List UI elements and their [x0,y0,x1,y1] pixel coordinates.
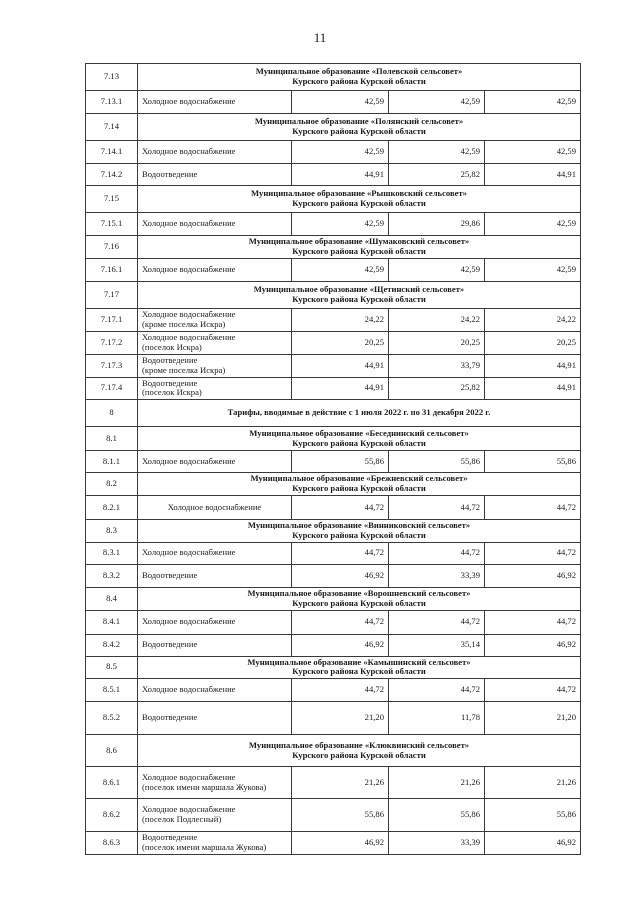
service-name [138,164,292,186]
text-line: Холодное водоснабжение [142,455,236,466]
municipality-header-row [86,520,581,543]
row-number: 8.4.1 [86,610,138,634]
row-number: 8.5.1 [86,679,138,702]
tariff-value-2: 55,86 [389,451,485,473]
municipality-header-row [86,64,581,91]
row-number: 8.6.3 [86,832,138,855]
municipality-title [138,64,581,91]
tariff-value-2: 33,39 [389,832,485,855]
tariff-value-2: 24,22 [389,308,485,331]
service-name [138,331,292,354]
tariff-value-2: 44,72 [389,610,485,634]
service-name [138,308,292,331]
municipality-header-row [86,281,581,308]
tariff-value-1: 55,86 [292,799,389,832]
text-line: Курского района Курской области [292,529,426,540]
tariff-value-2: 33,79 [389,354,485,377]
tariff-value-3: 46,92 [485,634,581,656]
tariff-value-2: 55,86 [389,799,485,832]
tariff-value-3: 46,92 [485,564,581,587]
service-name [138,610,292,634]
tariff-value-3: 44,72 [485,542,581,564]
text-line: Холодное водоснабжение [142,771,236,782]
municipality-header-row [86,587,581,610]
text-line: (поселок Подлесный) [142,814,222,825]
row-number: 7.14 [86,114,138,141]
text-line: Холодное водоснабжение [142,96,236,107]
tariff-value-3: 42,59 [485,258,581,281]
tariff-value-1: 46,92 [292,832,389,855]
service-name [138,767,292,799]
text-line: Водоотведение [142,569,198,580]
row-number: 8.1.1 [86,451,138,473]
text-line: Курского района Курской области [292,437,426,448]
row-number: 7.14.2 [86,164,138,186]
row-number: 8.6.1 [86,767,138,799]
service-name [138,141,292,164]
service-name [138,799,292,832]
table-row [86,496,581,520]
table-row [86,634,581,656]
row-number: 8.2 [86,473,138,496]
tariff-value-3: 21,26 [485,767,581,799]
text-line: Курского района Курской области [292,198,426,208]
text-line: Муниципальное образование «Полянский сельсовет» [254,116,464,127]
text-line: Водоотведение [142,377,198,388]
table-row [86,141,581,164]
tariff-value-2: 44,72 [389,542,485,564]
text-line: (поселок Искра) [142,387,202,398]
municipality-header-row [86,656,581,679]
row-number: 8.5.2 [86,702,138,735]
tariff-value-1: 42,59 [292,213,389,236]
text-line: Курского района Курской области [292,749,426,760]
row-number: 8.6.2 [86,799,138,832]
municipality-header-row [86,236,581,259]
table-row [86,377,581,400]
tariff-value-2: 29,86 [389,213,485,236]
tariff-value-1: 46,92 [292,564,389,587]
table-row [86,258,581,281]
row-number: 8.6 [86,735,138,767]
text-line: Холодное водоснабжение [142,331,236,342]
text-line: Муниципальное образование «Щетинский сельсовет» [253,283,465,294]
text-line: Муниципальное образование «Клюквинский сельсовет» [248,739,470,750]
table-row [86,767,581,799]
tariff-value-1: 55,86 [292,451,389,473]
tariff-value-2: 33,39 [389,564,485,587]
tariff-value-1: 44,72 [292,542,389,564]
municipality-title [138,520,581,543]
service-name [138,354,292,377]
tariff-value-2: 35,14 [389,634,485,656]
text-line: Водоотведение [142,168,198,179]
tariff-value-2: 20,25 [389,331,485,354]
municipality-title [138,656,581,679]
row-number: 7.16 [86,236,138,259]
row-number: 7.16.1 [86,258,138,281]
text-line: Холодное водоснабжение [142,616,236,627]
text-line: (кроме поселка Искра) [142,318,226,329]
tariff-value-1: 44,72 [292,610,389,634]
text-line: Курского района Курской области [292,76,426,86]
service-name [138,213,292,236]
table-row [86,610,581,634]
text-line: Водоотведение [142,712,198,723]
row-number: 7.15.1 [86,213,138,236]
tariff-value-3: 44,91 [485,377,581,400]
text-line: Муниципальное образование «Рышковский сельсовет» [251,188,467,199]
tariff-value-1: 44,91 [292,354,389,377]
text-line: Холодное водоснабжение [142,218,236,229]
row-number: 7.14.1 [86,141,138,164]
municipality-header-row [86,114,581,141]
service-name [138,702,292,735]
tariff-value-1: 44,91 [292,377,389,400]
tariff-value-1: 44,91 [292,164,389,186]
text-line: Курского района Курской области [292,597,426,608]
service-name [138,496,292,520]
service-name [138,542,292,564]
tariff-value-2: 44,72 [389,679,485,702]
tariff-table-body [86,64,581,855]
section-title [138,400,581,427]
text-line: Тарифы, вводимые в действие с 1 июля 2022 г. по 31 декабря 2022 г. [227,407,491,418]
tariff-value-3: 24,22 [485,308,581,331]
row-number: 7.15 [86,186,138,213]
row-number: 8.3.1 [86,542,138,564]
tariff-value-1: 46,92 [292,634,389,656]
tariff-value-2: 25,82 [389,377,485,400]
text-line: Курского района Курской области [292,126,426,136]
tariff-value-1: 44,72 [292,679,389,702]
tariff-value-3: 55,86 [485,799,581,832]
municipality-title [138,114,581,141]
section-row [86,400,581,427]
table-row [86,799,581,832]
tariff-value-2: 21,26 [389,767,485,799]
text-line: Холодное водоснабжение [142,308,236,319]
text-line: Курского района Курской области [292,483,426,494]
municipality-header-row [86,473,581,496]
tariff-value-1: 42,59 [292,141,389,164]
tariff-value-3: 44,91 [485,354,581,377]
tariff-value-2: 42,59 [389,91,485,114]
table-row [86,308,581,331]
text-line: Водоотведение [142,354,198,365]
service-name [138,91,292,114]
row-number: 8.3.2 [86,564,138,587]
table-row [86,832,581,855]
tariff-value-1: 24,22 [292,308,389,331]
service-name [138,634,292,656]
table-row [86,702,581,735]
table-row [86,91,581,114]
tariff-value-2: 42,59 [389,258,485,281]
municipality-header-row [86,186,581,213]
row-number: 7.17.4 [86,377,138,400]
tariff-value-3: 44,72 [485,679,581,702]
text-line: Муниципальное образование «Винниковский сельсовет» [247,520,471,530]
page-number: 11 [313,30,327,45]
text-line: (поселок имени маршала Жукова) [142,842,267,853]
text-line: Муниципальное образование «Полевской сельсовет» [255,66,463,77]
row-number: 7.17.3 [86,354,138,377]
tariff-value-3: 44,91 [485,164,581,186]
tariff-value-3: 46,92 [485,832,581,855]
service-name [138,451,292,473]
text-line: Курского района Курской области [292,245,426,256]
municipality-title [138,236,581,259]
tariff-value-1: 21,20 [292,702,389,735]
text-line: Холодное водоснабжение [142,263,236,274]
table-row [86,331,581,354]
text-line: Холодное водоснабжение [142,684,236,695]
tariff-value-3: 44,72 [485,610,581,634]
tariff-value-3: 44,72 [485,496,581,520]
row-number: 8.5 [86,656,138,679]
tariff-value-1: 42,59 [292,258,389,281]
table-row [86,451,581,473]
tariff-value-3: 42,59 [485,213,581,236]
text-line: Холодное водоснабжение [142,547,236,558]
text-line: Муниципальное образование «Камышинский сельсовет» [247,656,471,667]
text-line: Холодное водоснабжение [142,804,236,815]
row-number: 7.13 [86,64,138,91]
municipality-title [138,587,581,610]
table-row [86,164,581,186]
municipality-title [138,735,581,767]
tariff-value-1: 42,59 [292,91,389,114]
text-line: Водоотведение [142,639,198,650]
text-line: Холодное водоснабжение [142,146,236,157]
tariff-value-2: 44,72 [389,496,485,520]
text-line: Холодное водоснабжение [167,501,262,512]
row-number: 8.4.2 [86,634,138,656]
tariff-value-1: 44,72 [292,496,389,520]
municipality-header-row [86,735,581,767]
row-number: 8.2.1 [86,496,138,520]
service-name [138,377,292,400]
text-line: (поселок Искра) [142,341,202,352]
municipality-title [138,186,581,213]
service-name [138,832,292,855]
row-number: 8.4 [86,587,138,610]
municipality-header-row [86,427,581,451]
tariff-value-1: 21,26 [292,767,389,799]
row-number: 7.13.1 [86,91,138,114]
table-row [86,354,581,377]
text-line: (кроме поселка Искра) [142,364,226,375]
tariff-value-3: 21,20 [485,702,581,735]
row-number: 7.17 [86,281,138,308]
table-row [86,564,581,587]
tariff-value-3: 42,59 [485,91,581,114]
tariff-value-2: 11,78 [389,702,485,735]
text-line: (поселок имени маршала Жукова) [142,781,267,792]
municipality-title [138,281,581,308]
row-number: 8.3 [86,520,138,543]
row-number: 7.17.1 [86,308,138,331]
row-number: 8.1 [86,427,138,451]
text-line: Курского района Курской области [292,293,426,304]
row-number: 7.17.2 [86,331,138,354]
table-row [86,542,581,564]
text-line: Муниципальное образование «Шумаковский сельсовет» [248,236,470,246]
text-line: Муниципальное образование «Ворошневский сельсовет» [247,587,471,598]
tariff-value-3: 55,86 [485,451,581,473]
tariff-table [85,63,581,855]
tariff-value-3: 42,59 [485,141,581,164]
text-line: Водоотведение [142,832,198,843]
text-line: Муниципальное образование «Брежневский сельсовет» [250,473,468,484]
service-name [138,564,292,587]
text-line: Курского района Курской области [292,666,426,677]
table-row [86,679,581,702]
text-line: Муниципальное образование «Беседнинский сельсовет» [249,427,469,438]
municipality-title [138,473,581,496]
row-number: 8 [86,400,138,427]
table-row [86,213,581,236]
tariff-value-1: 20,25 [292,331,389,354]
municipality-title [138,427,581,451]
tariff-value-2: 25,82 [389,164,485,186]
tariff-value-3: 20,25 [485,331,581,354]
service-name [138,679,292,702]
tariff-value-2: 42,59 [389,141,485,164]
service-name [138,258,292,281]
